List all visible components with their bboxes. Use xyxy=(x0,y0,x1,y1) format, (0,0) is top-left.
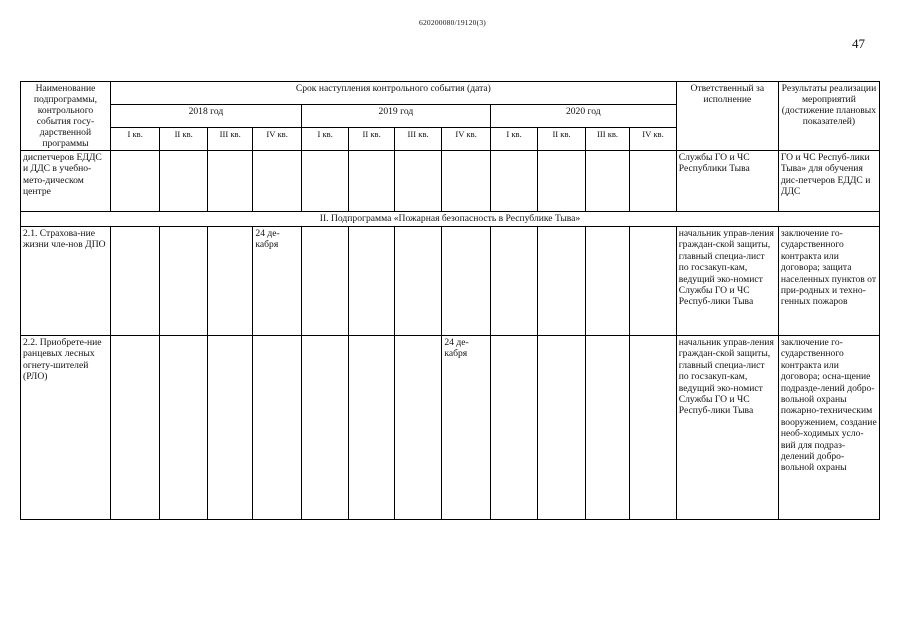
date-cell xyxy=(253,151,302,212)
date-cell xyxy=(538,151,585,212)
header-quarter: IV кв. xyxy=(442,128,491,151)
date-cell xyxy=(585,151,629,212)
row-name-cell: 2.1. Страхова-ние жизни чле-нов ДПО xyxy=(21,227,111,336)
header-quarter: I кв. xyxy=(490,128,537,151)
date-cell xyxy=(110,227,160,336)
header-quarter: IV кв. xyxy=(253,128,302,151)
date-cell xyxy=(538,336,585,520)
date-cell xyxy=(207,227,252,336)
section-row xyxy=(21,212,880,227)
table-row xyxy=(21,227,880,336)
header-quarter: III кв. xyxy=(207,128,252,151)
header-quarter: II кв. xyxy=(160,128,207,151)
table-row-continuation xyxy=(21,151,880,212)
header-quarter: II кв. xyxy=(349,128,394,151)
date-cell xyxy=(394,151,441,212)
header-deadline: Срок наступления контрольного события (дата) xyxy=(110,82,676,105)
date-cell xyxy=(630,151,676,212)
responsible-cell: Службы ГО и ЧС Республики Тыва xyxy=(676,151,778,212)
date-cell xyxy=(394,336,441,520)
date-cell xyxy=(349,336,394,520)
date-cell xyxy=(110,151,160,212)
document-id-code: 620200080/19120(3) xyxy=(419,18,486,27)
header-year-2020: 2020 год xyxy=(490,105,676,128)
date-cell xyxy=(585,227,629,336)
header-year-2019: 2019 год xyxy=(301,105,490,128)
date-cell: 24 де-кабря xyxy=(253,227,302,336)
date-cell xyxy=(630,336,676,520)
header-quarter: III кв. xyxy=(585,128,629,151)
page-number: 47 xyxy=(852,36,865,51)
header-responsible: Ответственный за исполнение xyxy=(676,82,778,151)
date-cell xyxy=(301,151,348,212)
date-cell xyxy=(349,227,394,336)
results-cell: ГО и ЧС Респуб-лики Тыва» для обучения дис-петчеров ЕДДС и ДДС xyxy=(778,151,879,212)
header-quarter: I кв. xyxy=(110,128,160,151)
date-cell: 24 де-кабря xyxy=(442,336,491,520)
date-cell xyxy=(160,336,207,520)
responsible-cell: начальник управ-ления граждан-ской защиты, главный специа-лист по госзакуп-кам, ведущий эко-номист Службы ГО и ЧС Респуб-лики Тыва xyxy=(676,336,778,520)
header-name: Наименование подпрограммы, контрольного события госу-дарственной программы xyxy=(21,82,111,151)
header-year-2018: 2018 год xyxy=(110,105,301,128)
row-name-cell: 2.2. Приобрете-ние ранцевых лесных огнету-шителей (РЛО) xyxy=(21,336,111,520)
responsible-cell: начальник управ-ления граждан-ской защиты, главный специа-лист по госзакуп-кам, ведущий эко-номист Службы ГО и ЧС Респуб-лики Тыва xyxy=(676,227,778,336)
header-quarter: III кв. xyxy=(394,128,441,151)
control-events-table xyxy=(20,81,880,520)
date-cell xyxy=(490,227,537,336)
date-cell xyxy=(110,336,160,520)
date-cell xyxy=(442,227,491,336)
header-quarter: I кв. xyxy=(301,128,348,151)
date-cell xyxy=(490,151,537,212)
date-cell xyxy=(442,151,491,212)
date-cell xyxy=(585,336,629,520)
date-cell xyxy=(630,227,676,336)
header-quarter: II кв. xyxy=(538,128,585,151)
date-cell xyxy=(160,151,207,212)
date-cell xyxy=(301,227,348,336)
header-row-1 xyxy=(21,82,880,105)
table-row xyxy=(21,336,880,520)
results-cell: заключение го-сударственного контракта или договора; защита населенных пунктов от при-родных и техно-генных пожаров xyxy=(778,227,879,336)
date-cell xyxy=(301,336,348,520)
date-cell xyxy=(253,336,302,520)
row-name-cell: диспетчеров ЕДДС и ДДС в учебно-мето-дическом центре xyxy=(21,151,111,212)
header-quarter: IV кв. xyxy=(630,128,676,151)
date-cell xyxy=(160,227,207,336)
date-cell xyxy=(207,336,252,520)
header-results: Результаты реализации мероприятий (достижение плановых показателей) xyxy=(778,82,879,151)
results-cell: заключение го-сударственного контракта или договора; осна-щение подразде-лений добро-вольной охраны пожарно-техническим вооружением, создание необ-ходимых усло-вий для подраз-делений добро-вольной охраны xyxy=(778,336,879,520)
date-cell xyxy=(207,151,252,212)
date-cell xyxy=(349,151,394,212)
date-cell xyxy=(490,336,537,520)
date-cell xyxy=(538,227,585,336)
section-title: II. Подпрограмма «Пожарная безопасность в Республике Тыва» xyxy=(21,212,880,227)
date-cell xyxy=(394,227,441,336)
